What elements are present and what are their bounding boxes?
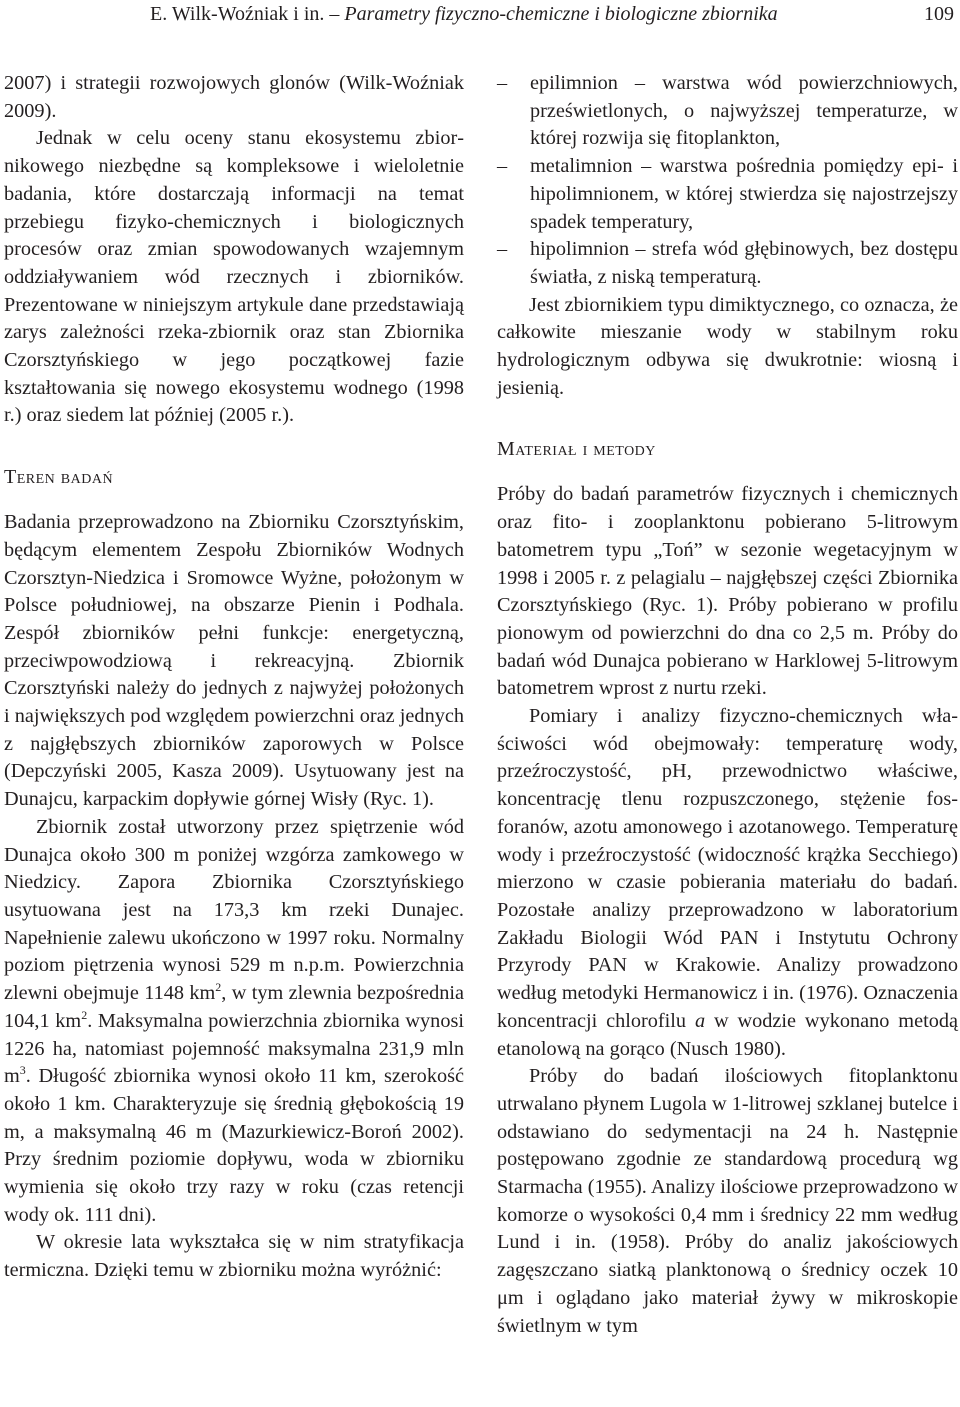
list-item-text: hipolimnion – strefa wód głębinowych, bez dostępu światła, z niską temperaturą.	[530, 238, 958, 288]
study-area-text-3: . Maksymalna powierzchnia zbiornika wynosi 1226 ha, natomiast pojemność maksymalna 231,9 mln m	[4, 1009, 464, 1088]
list-item	[497, 153, 958, 236]
running-head-authors: E. Wilk-Woźniak i in. –	[150, 3, 345, 25]
chlorophyll-a-italic: a	[694, 1009, 706, 1032]
list-item-text: metalimnion – warstwa pośrednia pomiędzy epi- i hipolimnionem, w której stwierdza się najostrzejszy spadek temperatury,	[530, 155, 958, 233]
stratification-list	[497, 70, 958, 292]
study-area-text-4: . Długość zbiornika wynosi około 11 km, szerokość około 1 km. Charakteryzuje się średnią głębokością 19 m, a maksymalną 46 m (Mazurkiewicz-Boroń 2002). Przy średnim poziomie dopływu, woda w zbiorniku wymienia się około trzy razy w roku (czas retencji wody ok. 111 dni).	[4, 1065, 464, 1226]
methods-text-2: w wodzie wykonano metodą etanolową na gorąco (Nusch 1980).	[497, 1009, 958, 1060]
methods-paragraph-3: Próby do badań ilościowych fitoplanktonu utrwalano płynem Lugola w 1-litrowej szklanej butelce i odstawiano do sedymentacji na 24 h. Następnie postępowano zgodnie ze standardową procedurą wg Starmacha (1955). Analizy ilościowe przeprowadzono w komorze o wysokości 0,4 mm i średnicy 22 mm według Lund i in. (1958). Próby do analiz jakościowych zagęszczano siatką planktonową o średnicy oczek 10 μm i oglądano jako materiał żywy w mikroskopie świetlnym w tym	[497, 1065, 958, 1337]
list-item	[497, 236, 958, 291]
superscript-3: 3	[19, 1063, 26, 1078]
superscript-2b: 2	[81, 1008, 88, 1023]
methods-text-1: Pomiary i analizy fizyczno-chemicznych właściwości wód obejmowały: temperaturę wody, przeźroczystość, pH, przewodnictwo właściwe, koncentrację tlenu rozpuszczonego, stężenie fosforanów, azotu amonowego i azotanowego. Temperaturę wody i przeźroczystość (widoczność krążka Secchiego) mierzono w czasie pobierania materiału do badań. Pozostałe analizy przeprowadzono w laboratorium Zakładu Biologii Wód PAN i Instytutu Ochrony Przyrody PAN w Krakowie. Analizy prowadzono według metodyki Hermanowicz i in. (1976). Oznaczenia koncentracji chlorofilu	[497, 705, 958, 1032]
dimictic-paragraph: Jest zbiornikiem typu dimiktycznego, co oznacza, że całkowite mieszanie wody w stabilnym roku hydrologicznym odbywa się dwukrotnie: wiosną i jesienią.	[497, 293, 958, 399]
study-area-paragraph-2	[4, 814, 464, 1230]
running-head	[0, 0, 960, 30]
section-heading-study-area: Teren badań	[4, 466, 114, 489]
list-item	[497, 70, 958, 153]
page-number: 109	[924, 3, 954, 25]
left-column	[4, 70, 464, 1285]
running-head-title: Parametry fizyczno-chemiczne i biologiczne zbiornika	[344, 3, 778, 25]
dash-bullet: –	[497, 72, 508, 94]
study-area-text-2: , w tym zlewnia bezpośrednia 104,1 km	[4, 982, 464, 1032]
running-head-text	[150, 2, 778, 26]
intro-paragraph-2: Jednak w celu oceny stanu ekosystemu zbiornikowego niezbędne są kompleksowe i wieloletnie badania, które dostarczają informacji na temat przebiegu fizyko-chemicznych i biologicznych procesów oraz zmian spowodowanych wzajemnym oddziaływaniem wód rzecznych i zbiorników. Prezentowane w niniejszym artykule dane przedstawiają zarys zależności rzeka-zbiornik oraz stan Zbiornika Czorsztyńskiego w jego początkowej fazie kształtowania się nowego ekosystemu wodnego (1998 r.) oraz siedem lat później (2005 r.).	[4, 127, 464, 427]
dash-bullet: –	[497, 155, 508, 178]
superscript-2: 2	[215, 980, 222, 995]
dash-bullet: –	[497, 238, 508, 261]
intro-paragraph-1: 2007) i strategii rozwojowych glonów (Wilk-Woźniak 2009).	[4, 72, 464, 122]
study-area-paragraph-3: W okresie lata wykształca się w nim stratyfikacja termiczna. Dzięki temu w zbiorniku można wyróżnić:	[4, 1231, 464, 1282]
section-heading-methods: Materiał i metody	[497, 438, 656, 461]
list-item-text: epilimnion – warstwa wód powierzchniowych, prześwietlonych, o najwyższej temperaturze, w której rozwija się fitoplankton,	[530, 72, 958, 150]
right-column	[497, 70, 958, 1340]
study-area-paragraph-1: Badania przeprowadzono na Zbiorniku Czorsztyńskim, będącym elementem Zespołu Zbiorników Wodnych Czorsztyn-Niedzica i Sromowce Wyżne, położonym w Polsce południowej, na obszarze Pienin i Podhala. Zespół zbiorników pełni funkcje: energetyczną, przeciwpowodziową i rekreacyjną. Zbiornik Czorsztyński należy do jednych z najwyżej położonych i największych pod względem powierzchni oraz jednych z najgłębszych zbiorników zaporowych w Polsce (Depczyński 2005, Kasza 2009). Usytuowany jest na Dunajcu, karpackim dopływie górnej Wisły (Ryc. 1).	[4, 511, 464, 811]
study-area-text-1: Zbiornik został utworzony przez spiętrzenie wód Dunajca około 300 m poniżej wzgórza zamkowego w Niedzicy. Zapora Zbiornika Czorsztyńskiego usytuowana jest na 173,3 km rzeki Dunajec. Napełnienie zalewu ukończono w 1997 roku. Normalny poziom piętrzenia wynosi 529 m n.p.m. Powierzchnia zlewni obejmuje 1148 km	[4, 815, 464, 1005]
methods-paragraph-2	[497, 703, 958, 1063]
methods-paragraph-1: Próby do badań parametrów fizycznych i chemicznych oraz fito- i zooplanktonu pobierano 5-litrowym batometrem typu „Toń” w sezonie wegetacyjnym w 1998 i 2005 r. z pelagialu – najgłębszej części Zbiornika Czorsztyńskiego (Ryc. 1). Próby pobierano w profilu pionowym od powierzchni do dna co 2,5 m. Próby do badań wód Dunajca pobierano w Harklowej 5-litrowym batometrem wprost z nurtu rzeki.	[497, 483, 958, 700]
